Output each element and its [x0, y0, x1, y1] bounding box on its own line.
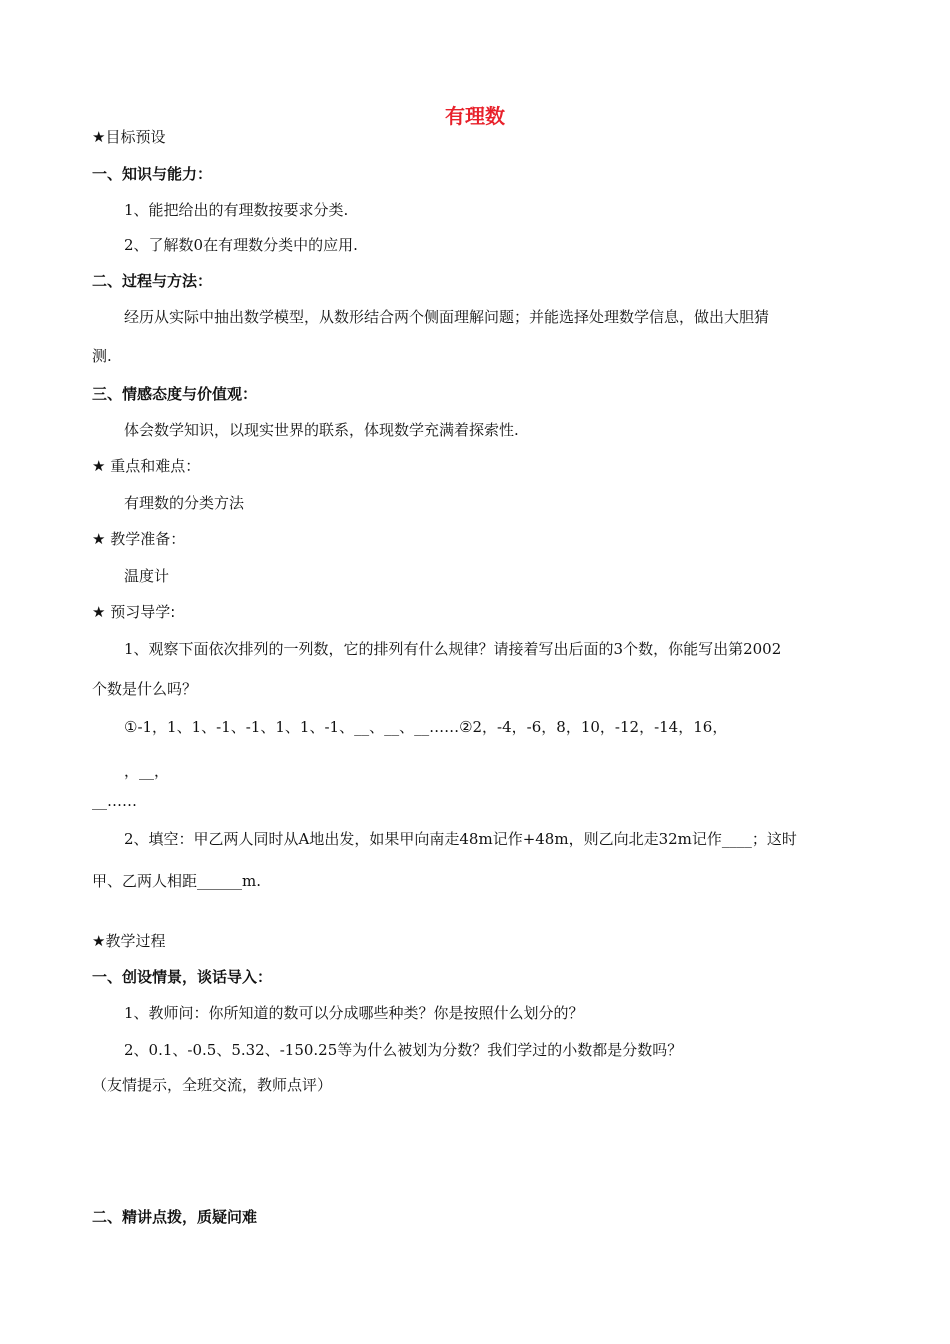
preparation-text: 温度计 [124, 567, 170, 585]
process-question-1: 1、教师问：你所知道的数可以分成哪些种类？你是按照什么划分的？ [124, 1004, 584, 1022]
key-points-header: ★ 重点和难点： [92, 457, 201, 475]
preview-header: ★ 预习导学: [92, 603, 176, 621]
preparation-header: ★ 教学准备： [92, 530, 186, 548]
process-question-2: 2、0.1、-0.5、5.32、-150.25等为什么被划为分数？我们学过的小数都是分数吗？ [124, 1041, 683, 1059]
process-section-2-heading: 二、精讲点拨，质疑问难 [92, 1208, 258, 1226]
section-attitude-heading: 三、情感态度与价值观： [92, 385, 258, 403]
page-title: 有理数 [445, 104, 505, 128]
question-2-line-1: 2、填空：甲乙两人同时从A地出发，如果甲向南走48m记作+48m，则乙向北走32m记作____；这时 [124, 830, 797, 848]
question-1-sequence-continued: ，__， [124, 762, 170, 780]
attitude-text: 体会数学知识，以现实世界的联系，体现数学充满着探索性. [124, 421, 519, 439]
process-text-line-2: 测. [92, 347, 112, 365]
section-process-heading: 二、过程与方法： [92, 272, 213, 290]
knowledge-item-1: 1、能把给出的有理数按要求分类. [124, 201, 349, 219]
key-points-text: 有理数的分类方法 [124, 494, 245, 512]
question-1-line-2: 个数是什么吗？ [92, 680, 198, 698]
teaching-process-header: ★教学过程 [92, 932, 166, 950]
process-section-1-heading: 一、创设情景，谈话导入： [92, 968, 273, 986]
question-2-line-2: 甲、乙两人相距______m. [92, 872, 261, 890]
process-text-line-1: 经历从实际中抽出数学模型，从数形结合两个侧面理解问题；并能选择处理数学信息，做出大胆猜 [124, 308, 770, 326]
knowledge-item-2: 2、了解数0在有理数分类中的应用. [124, 236, 358, 254]
question-1-line-1: 1、观察下面依次排列的一列数，它的排列有什么规律？请接着写出后面的3个数，你能写出第2002 [124, 640, 782, 658]
process-hint: （友情提示，全班交流，教师点评） [92, 1076, 333, 1094]
goal-header: ★目标预设 [92, 128, 166, 146]
section-knowledge-heading: 一、知识与能力： [92, 165, 213, 183]
question-1-sequences: ①-1，1、1、-1、-1、1、1、-1、__、__、__……②2，-4，-6，8，10，-12，-14，16， [124, 718, 728, 736]
question-1-sequence-end: __…… [92, 792, 137, 810]
